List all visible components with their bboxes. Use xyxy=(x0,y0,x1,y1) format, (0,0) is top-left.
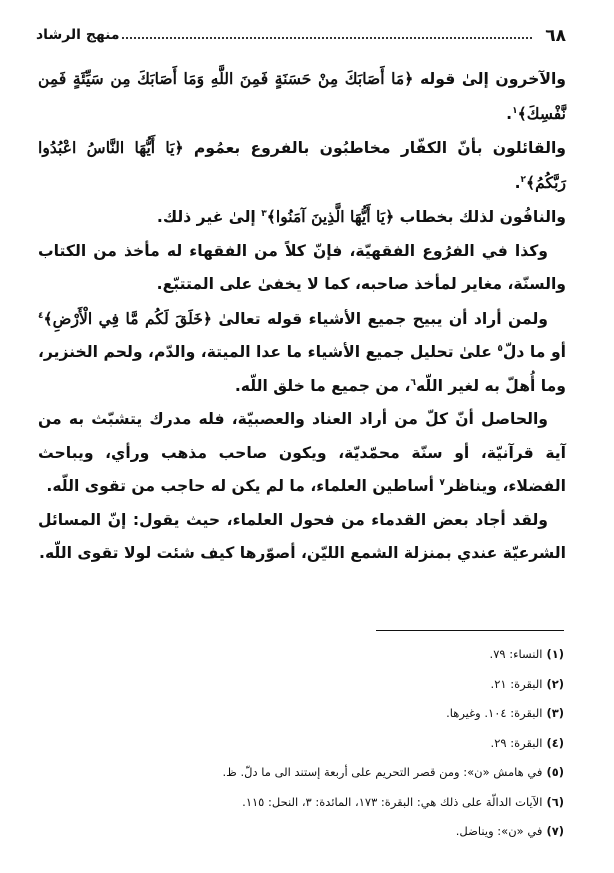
paragraph-text: والقائلون بأنّ الكفّار مخاطبُون بالفروع بعمُوم xyxy=(183,139,566,157)
paragraph-text: والآخرون إلىٰ قوله xyxy=(413,70,566,88)
footnote-ref: ٣ xyxy=(261,208,267,219)
running-header xyxy=(36,26,566,50)
footnote xyxy=(40,670,564,700)
header-dot-leader xyxy=(122,37,532,39)
paragraph xyxy=(38,131,566,200)
footnote-text: البقرة: ٢١. xyxy=(490,676,543,691)
paragraph-text: ولقد أجاد بعض القدماء من فحول العلماء، حيث يقول: إنّ المسائل الشرعيّة عندي بمنزلة الشمع الليّن، أصوّرها كيف شئت لولا تقوى اللّه. xyxy=(38,510,566,562)
footnote-number: (١) xyxy=(546,647,564,661)
footnote-number: (٦) xyxy=(546,794,564,809)
paragraph-text: ولمن أراد أن يبيح جميع الأشياء قوله تعالىٰ xyxy=(212,309,548,328)
footnote xyxy=(40,788,564,818)
footnote-ref: ٦ xyxy=(410,377,416,388)
paragraph xyxy=(38,200,566,235)
quran-quote: ﴿يَا أَيُّهَا النَّاسُ اعْبُدُوا رَبَّكُمُ﴾ xyxy=(38,138,566,192)
paragraph-text: ، من جميع ما خلق اللّه. xyxy=(234,376,411,395)
paragraph xyxy=(38,62,566,131)
footnote-text: في «ن»: ويناضل. xyxy=(455,824,543,838)
footnote-ref: ٧ xyxy=(439,477,445,488)
running-title: منهج الرشاد xyxy=(36,27,120,43)
paragraph xyxy=(38,504,566,571)
paragraph-text: علىٰ تحليل جميع الأشياء ما عدا الميتة، والدّم، ولحم الخنزير، وما أُهلّ به لغير اللّه xyxy=(38,343,566,395)
paragraph-text: إلىٰ غير ذلك. xyxy=(156,208,262,226)
footnote-text: النساء: ٧٩. xyxy=(489,647,543,661)
footnote-number: (٤) xyxy=(546,735,564,750)
paragraph xyxy=(38,403,566,504)
footnote-text: الآيات الدالّة على ذلك هي: البقرة: ١٧٣، المائدة: ٣، النحل: ١١٥. xyxy=(242,794,543,809)
footnote-ref: ٥ xyxy=(497,343,503,354)
footnote xyxy=(40,729,564,759)
footnote xyxy=(40,699,564,729)
footnote-text: البقرة: ١٠٤. وغيرها. xyxy=(446,706,543,720)
footnote xyxy=(40,758,564,788)
footnote-ref: ١ xyxy=(512,105,518,116)
footnote-text: البقرة: ٢٩. xyxy=(490,735,543,750)
paragraph-text: والنافُون لذلك بخطاب xyxy=(394,208,566,226)
quran-quote: ﴿خَلَقَ لَكُم مَّا فِي الْأَرْضِ﴾ xyxy=(43,308,213,328)
paragraph-text: وكذا في الفرُوع الفقهيّة، فإنّ كلاً من الفقهاء له مأخذ من الكتاب والسنّة، مغاير لمأخذ صاحبه، كما لا يخفىٰ على المتتبّع. xyxy=(38,241,566,293)
paragraph xyxy=(38,302,566,404)
paragraph-text: أساطين العلماء، ما لم يكن له حاجب من تقوى اللّه. xyxy=(46,477,440,495)
paragraph xyxy=(38,235,566,302)
footnote-ref: ٢ xyxy=(520,174,526,185)
footnotes xyxy=(40,640,564,847)
footnote-text: في هامش «ن»: ومن قصر التحريم على أربعة إستند الى ما دلّ. ظ. xyxy=(222,765,543,779)
footnote xyxy=(40,817,564,847)
quran-quote: ﴿يَا أَيُّهَا الَّذِينَ آمَنُوا﴾ xyxy=(266,207,395,226)
quran-quote: ﴿مَا أَصَابَكَ مِنْ حَسَنَةٍ فَمِنَ اللَّهِ وَمَا أَصَابَكَ مِن سَيِّئَةٍ فَمِن نَّفْسِكَ﴾ xyxy=(38,69,566,123)
main-text xyxy=(38,62,566,571)
footnote-number: (٢) xyxy=(546,676,564,691)
paragraph-text: والحاصل أنّ كلّ من أراد العناد والعصبيّة، فله مدرك يتشبّث به من آية قرآنيّة، أو سنّة محمّديّة، ويكون صاحب مذهب ورأي، ويباحث الفضلاء، ويناظر xyxy=(38,410,566,495)
footnote-ref: ٤ xyxy=(38,310,44,321)
footnote-number: (٧) xyxy=(546,824,564,838)
footnote-number: (٥) xyxy=(546,765,564,779)
footnote xyxy=(40,640,564,670)
page-number: ٦٨ xyxy=(545,26,566,46)
footnote-number: (٣) xyxy=(546,706,564,720)
paragraph-text: . xyxy=(506,104,513,123)
footnote-separator xyxy=(376,630,564,631)
paragraph-text: . xyxy=(514,173,521,192)
paragraph-text: أو ما دلّ xyxy=(502,343,566,361)
